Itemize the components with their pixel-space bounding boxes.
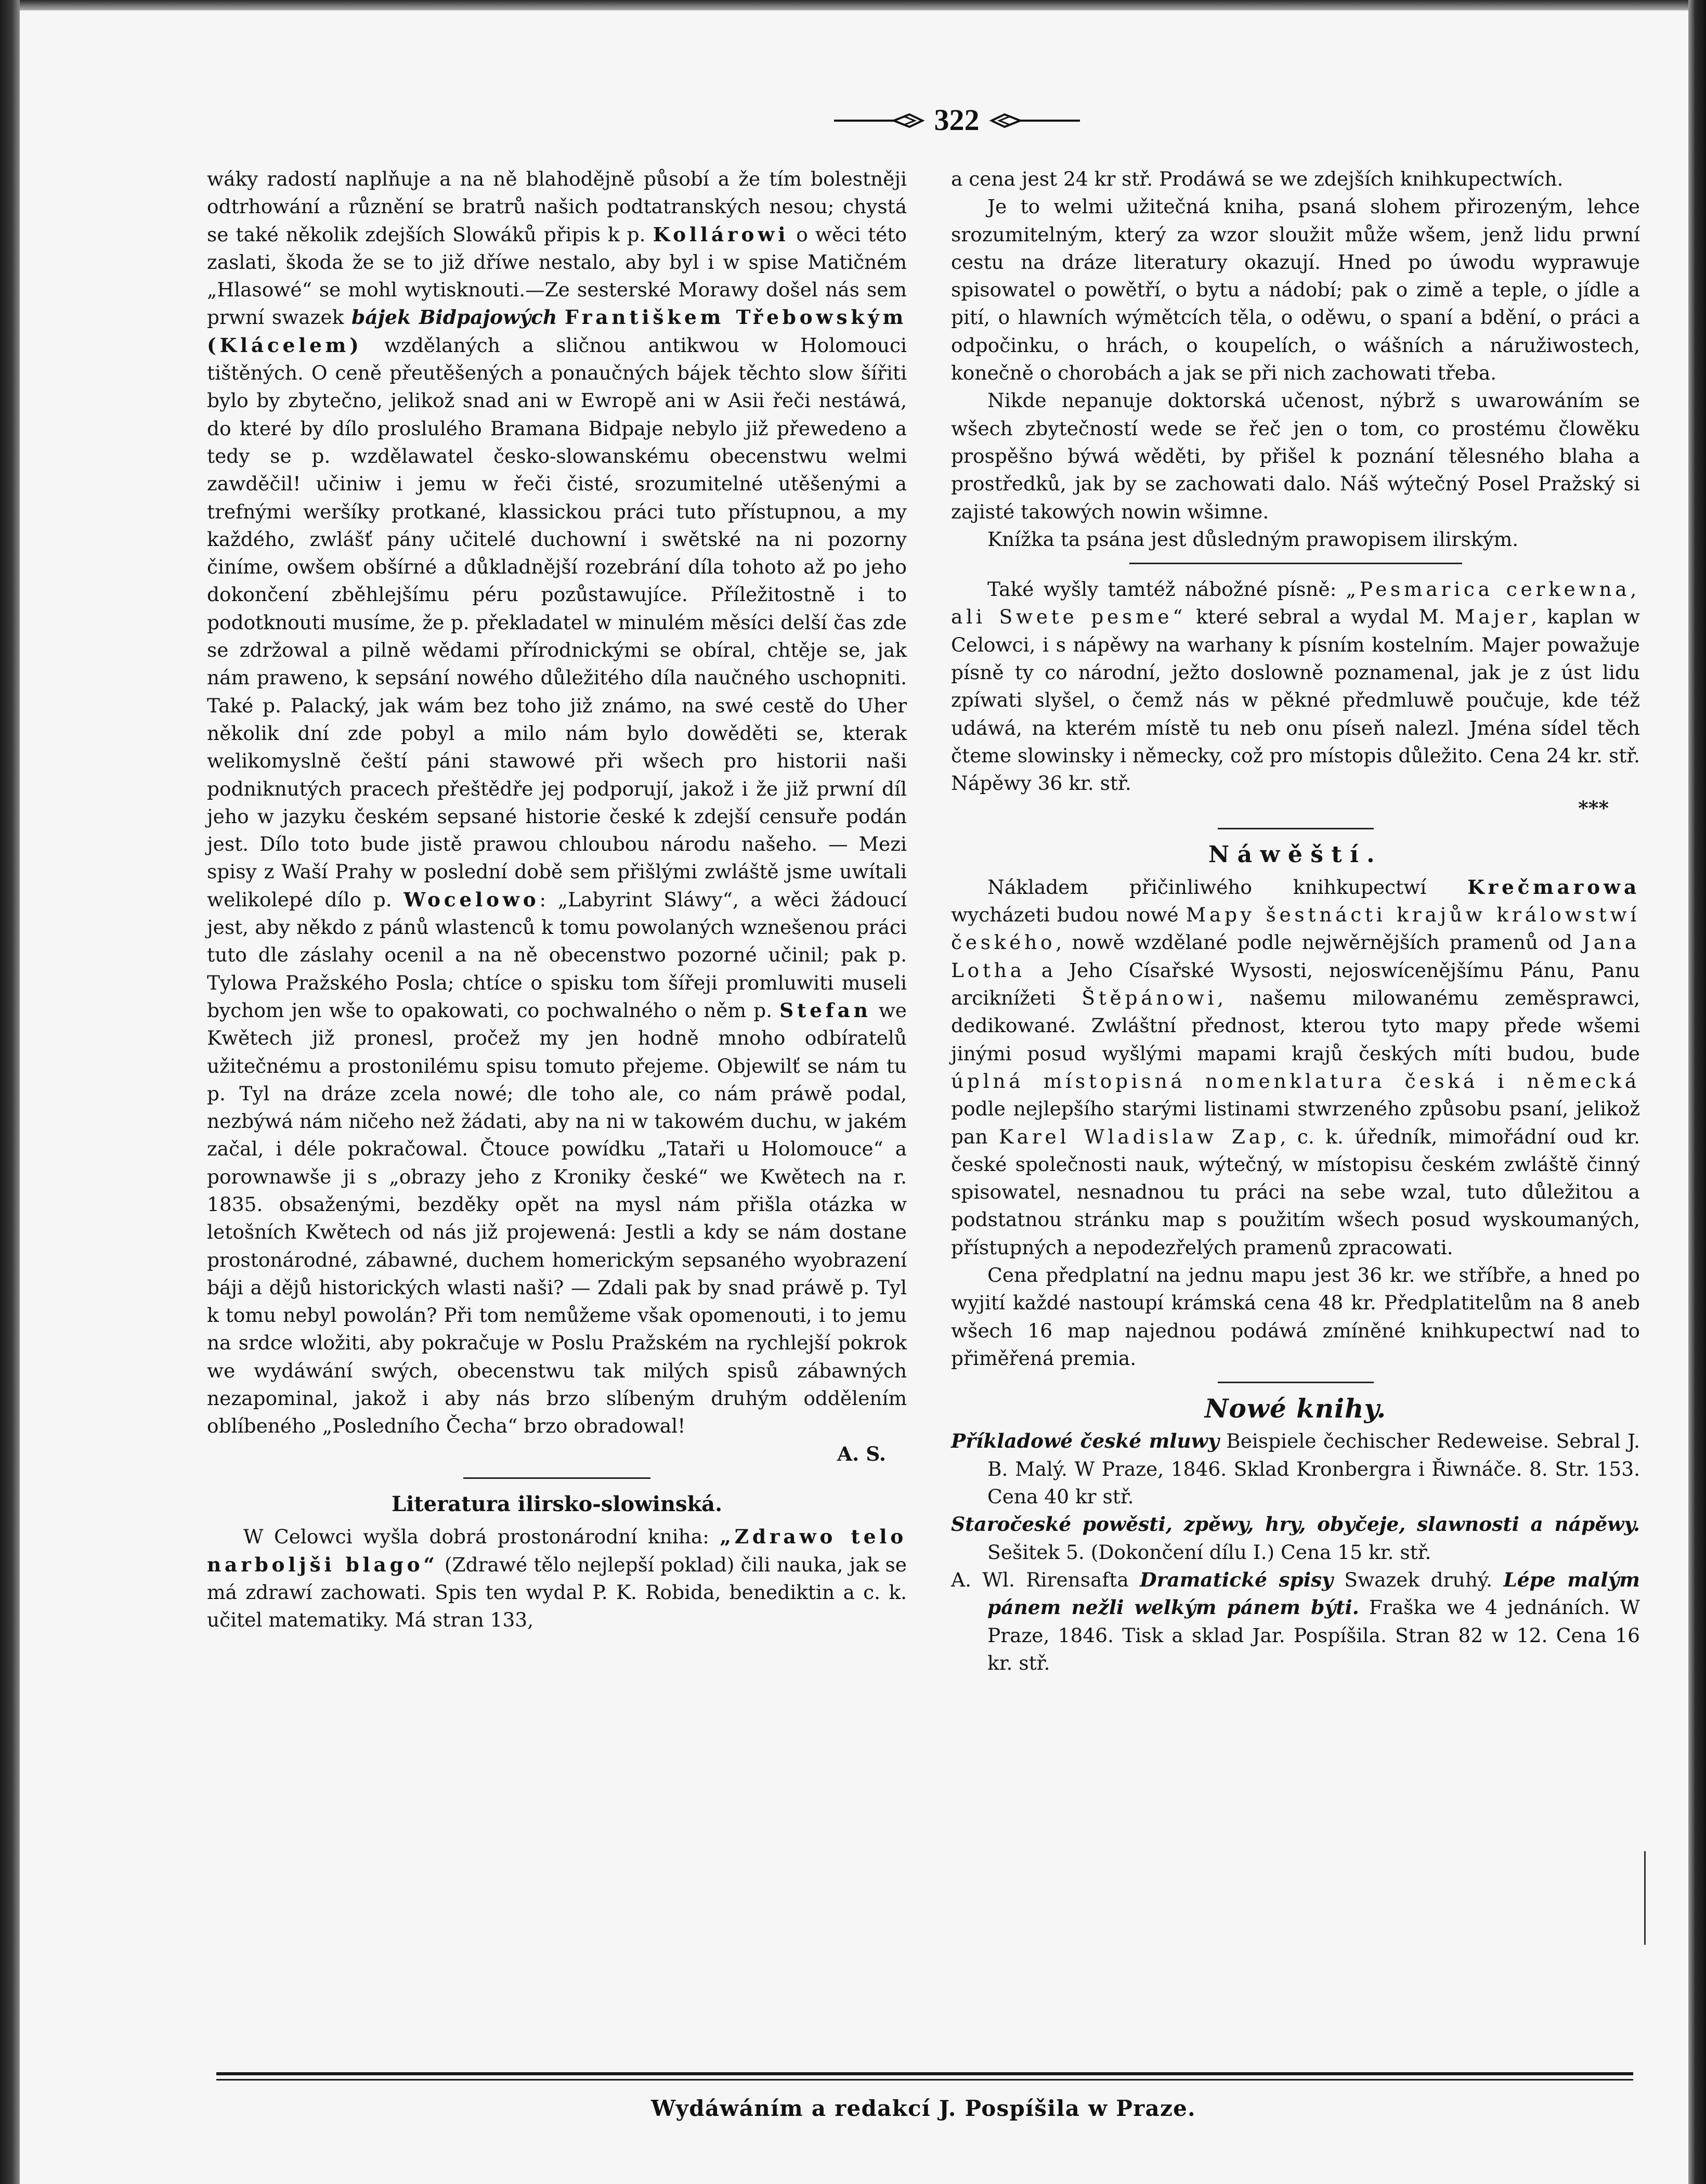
paragraph (951, 874, 1640, 1262)
list-item (951, 1427, 1640, 1511)
section-title: Náwěští. (1208, 841, 1383, 868)
text: , nowě wzdělané podle nejwěrnějších pramenů od (1056, 931, 1572, 954)
person-name: Františkem Třebowským (Klácelem) (207, 306, 907, 357)
book-title: „Zdrawo telo narboljši blago“ (207, 1525, 907, 1576)
text: Beispiele čechischer Redeweise. Sebral J. B. Malý. W Praze, 1846. Sklad Kronbergra i Řiwnáče. 8. Str. 153. Cena 40 kr stř. (987, 1429, 1640, 1509)
text: , našemu milowanému zeměsprawci, dedikowané. Zwláštní přednost, kterou tyto mapy přede wšemi jinými posud wyšlými mapami krajů českých míti budou, bude (951, 986, 1640, 1065)
text: které sebral a wydal M. (1196, 605, 1445, 629)
bottom-rule (216, 2079, 1633, 2081)
person-name: Kollárowi (653, 223, 789, 246)
right-ornament-icon (989, 109, 1083, 130)
right-column (951, 165, 1640, 1677)
page-header (811, 99, 1102, 140)
left-column (207, 165, 907, 1634)
paragraph: Je to welmi užitečná kniha, psaná slohem přirozeným, lehce srozumitelným, který za wzor sloužit může wšem, jenž lidu prwní cestu na dráze literatury okazují. Hned po úwodu wyprawuje spisowatel o powětří, o bytu a nádobí; pak o zimě a teple, o jídle a pití, o hlawních wýmětcích těla, o oděwu, o spaní a bdění, o práci a odpočinku, o hrách, o koupelích, o wášních a náružiwostech, konečně o chorobách a jak se při nich zachowati třeba. (951, 195, 1640, 385)
divider (1218, 828, 1374, 829)
person-name: Majer (1454, 605, 1531, 629)
person-name: Wocelowo (403, 888, 540, 911)
person-name: Karel Wladislaw Zap (998, 1125, 1280, 1148)
text: Swazek druhý. (1344, 1568, 1493, 1591)
divider (463, 1477, 650, 1479)
person-name: Jana Lotha (951, 931, 1640, 982)
left-ornament-icon (831, 109, 925, 130)
text: wáky radostí naplňuje a na ně blahodějně působí a že tím bolestněji odtrhowání a různění se bratrů našich podtatranských nesou; chystá se také několik zdejších Slowáků připis k p. (207, 167, 907, 246)
paragraph (207, 1523, 907, 1634)
section-title: Nowé knihy. (1204, 1393, 1387, 1424)
text: , c. k. úředník, mimořádní oud kr. české společnosti nauk, wýtečný, w místopisu českém zwláště činný spisowatel, nesnadnou tu práci na sebe wzal, tuto důležitou a podstatnou stránku map s použitím wšech posud wyskoumaných, přístupných a nepodezřelých pramenů zpracowati. (951, 1125, 1640, 1259)
scan-edge-left (0, 0, 20, 2184)
scan-edge-top (0, 0, 1706, 10)
text: podle nejlepšího starými listinami stwrzeného způsobu psaní, jelikož pan (951, 1097, 1640, 1148)
book-title: Příkladowé české mluwy (951, 1429, 1219, 1453)
divider (1218, 1382, 1374, 1383)
person-name: Štěpánowi (1082, 986, 1218, 1010)
person-name: Stefan (779, 998, 871, 1022)
text: : „Labyrint Sláwy“, a wěci žádoucí jest, aby někdo z pánů wlastenců k tomu powolaných wznešenou práci tuto dle záslahy ocenil a na ně obecenstwo pozorné učinil; pak p. Tylowa Pražského Posla; chtíce o spisku tom šířeji promluwiti museli bychom jen wše to opakowati, co pochwalného o něm p. (207, 888, 907, 1022)
map-title: Mapy šestnácti krajůw králowstwí českého (951, 903, 1640, 954)
text: wzdělaných a sličnou antikwou w Holomouci tištěných. O ceně přeutěšených a ponaučných bájek těchto slow šířiti bylo by zbytečno, jelikož snad ani w Ewropě ani w Asii řeči nestáwá, do které by dílo proslulého Bramana Bidpaje nebylo již přewedeno a tedy se p. wzdělawatel česko-slowanskému obecenstwu welmi zawděčil! učiniw i jemu w řeči čisté, srozumitelné utěšenými a trefnými weršíky protkané, klassickou práci tuto přístupnou, a my každého, zwlášť pány učitelé duchowní i swětské na ni pozorny činíme, owšem obšírné a důkladnější rozebrání díla tohoto až po jeho dokončení zběhlejšímu péru pozůstawujíce. Příležitostně i to podotknouti musíme, že p. překladatel w minulém měsíci delší čas zde se zdržowal a pilně wědami přírodnickými se obíral, chtěje se, jak nám praweno, k sepsání nowého důležitého díla naučného uschopniti. Také p. Palacký, jak wám bez toho již známo, na swé cestě do Uher několik dní zde pobyl a milo nám bylo dowěděti se, kterak welikomyslně čeští páni stawowé při wšech pro historii naši podniknutých pracech přeštědře jej podporují, jakož i že již prwní díl jeho w jazyku českém sepsané historie české k zdejší censuře podán jest. Dílo toto bude jistě prawou chloubou národu našeho. — Mezi spisy z Waší Prahy w poslední době sem přišlými zwláště jsme uwítali welikolepé dílo p. (207, 333, 907, 911)
asterisks: *** (1578, 796, 1609, 820)
text: we Kwětech již pronesl, pročež my jen hodně mnoho odbíratelů užitečnému a prostonilému spisu tomuto přejeme. Objewilť se nám tu p. Tyl na dráze zcela nowé; dle toho ale, co nám práwě podal, nezbýwá nám ničeho než žádati, aby na ni w takowém duchu, w jakém začal, i déle pokračowal. Čtouce powídku „Tataři u Holomouce“ a porownawše ji s „obrazy jeho z Kroniky české“ we Kwětech na r. 1835. obsaženými, bezděky opět na mysl nám přišla otázka w letošních Kwětech od nás již projewená: Jestli a kdy se nám dostane prostonárodné, zábawné, duchem homerickým sepsaného wyobrazení báji a dějů historických wlasti naši? — Zdali pak by snad práwě p. Tyl k tomu nebyl powolán? Při tom nemůžeme však opomenouti, i to jemu na srdce wložiti, aby pokračuje w Poslu Pražském na rychlejší pokrok we wydáwání swých, obecenstwu tak milých spisů zábawných nezapominal, jakož i aby nás brzo slíbeným druhým oddělením oblíbeného „Posledního Čecha“ brzo obradowal! (207, 998, 907, 1438)
book-title: Lépe malým pánem nežli welkým pánem býti. (987, 1568, 1640, 1619)
text: a Jeho Císařské Wysosti, nejoswícenějšímu Pánu, Panu arciknížeti (951, 958, 1640, 1010)
paragraph (207, 165, 907, 1440)
footer: Wydáwáním a redakcí J. Pospíšila w Praze. (651, 2096, 1196, 2121)
book-title: bájek Bidpajowých (351, 306, 557, 329)
book-list (951, 1427, 1640, 1677)
paragraph: a cena jest 24 kr stř. Prodáwá se we zdejších knihkupectwích. (951, 167, 1564, 190)
bottom-rule (216, 2072, 1633, 2075)
scan-edge-right (1688, 0, 1706, 2184)
text: Fraška we 4 jednáních. W Praze, 1846. Tisk a sklad Jar. Pospíšila. Stran 82 w 12. Cena 16 kr. stř. (987, 1596, 1640, 1674)
text: Také wyšly tamtéž nábožné písně: (987, 578, 1337, 601)
list-item (951, 1566, 1640, 1677)
person-name: Krečmarowa (1467, 875, 1640, 899)
book-title: Dramatické spisy (1140, 1568, 1333, 1591)
paragraph (951, 576, 1640, 797)
text: wycházeti budou nowé (951, 903, 1179, 927)
signature: A. S. (837, 1442, 886, 1465)
paragraph: Cena předplatní na jednu mapu jest 36 kr. we stříbře, a hned po wyjití každé nastoupí krámská cena 48 kr. Předplatitelům na 8 aneb wšech 16 map najednou podáwá zmíněné knihkupectwí nad to přiměřená premia. (951, 1263, 1640, 1370)
book-title: „Pesmarica cerkewna, ali Swete pesme“ (951, 578, 1640, 629)
page-number: 322 (934, 102, 980, 137)
book-title: Staročeské powěsti, zpěwy, hry, obyčeje, slawnosti a nápěwy. (951, 1513, 1640, 1536)
divider (1129, 563, 1462, 564)
text: (Zdrawé tělo nejlepší poklad) čili nauka, jak se má zdrawí zachowati. Spis ten wydal P. K. Robida, benediktin a c. k. učitel matematiky. Má stran 133, (207, 1553, 907, 1632)
paragraph: Nikde nepanuje doktorská učenost, nýbrž s uwarowáním se wšech zbytečností wede se řeč jen o tom, co prostému člowěku prospěšno býwá wěděti, by přišel k poznání tělesného blaha a prostředků, jak by se zachowati dalo. Náš wýtečný Posel Pražský si zajisté takowých nowin wšimne. (951, 389, 1640, 523)
section-title: Literatura ilirsko-slowinská. (391, 1491, 723, 1516)
paragraph: Knížka ta psána jest důsledným prawopisem ilirským. (987, 527, 1519, 551)
text: Sešitek 5. (Dokončení dílu I.) Cena 15 kr. stř. (987, 1540, 1431, 1564)
margin-mark (1644, 1851, 1646, 1945)
text: W Celowci wyšla dobrá prostonárodní kniha: (243, 1525, 709, 1549)
list-item (951, 1511, 1640, 1566)
nomenclature: úplná místopisná nomenklatura česká i německá (951, 1069, 1640, 1093)
text: , kaplan w Celowci, i s nápěwy na warhany k písním kostelním. Majer powažuje písně ty co národní, ježto doslowně poznamenal, jak je z úst lidu zpíwati slyšel, o čemž nás w pěkné předmluwě poučuje, kde též udáwá, na kterém místě tu neb onu píseň nalezl. Jména sídel těch čteme slowinsky i německy, což pro místopis důležito. Cena 24 kr. stř. Nápěwy 36 kr. stř. (951, 605, 1640, 795)
text: o wěci této zaslati, škoda že se to již dříwe nestalo, aby byl i w spise Matičném „Hlasowé“ se mohl wytisknouti.—Ze sesterské Morawy došel nás sem prwní swazek (207, 223, 907, 329)
text: Nákladem přičinliwého knihkupectwí (987, 875, 1427, 899)
author: A. Wl. Rirensafta (951, 1568, 1129, 1591)
